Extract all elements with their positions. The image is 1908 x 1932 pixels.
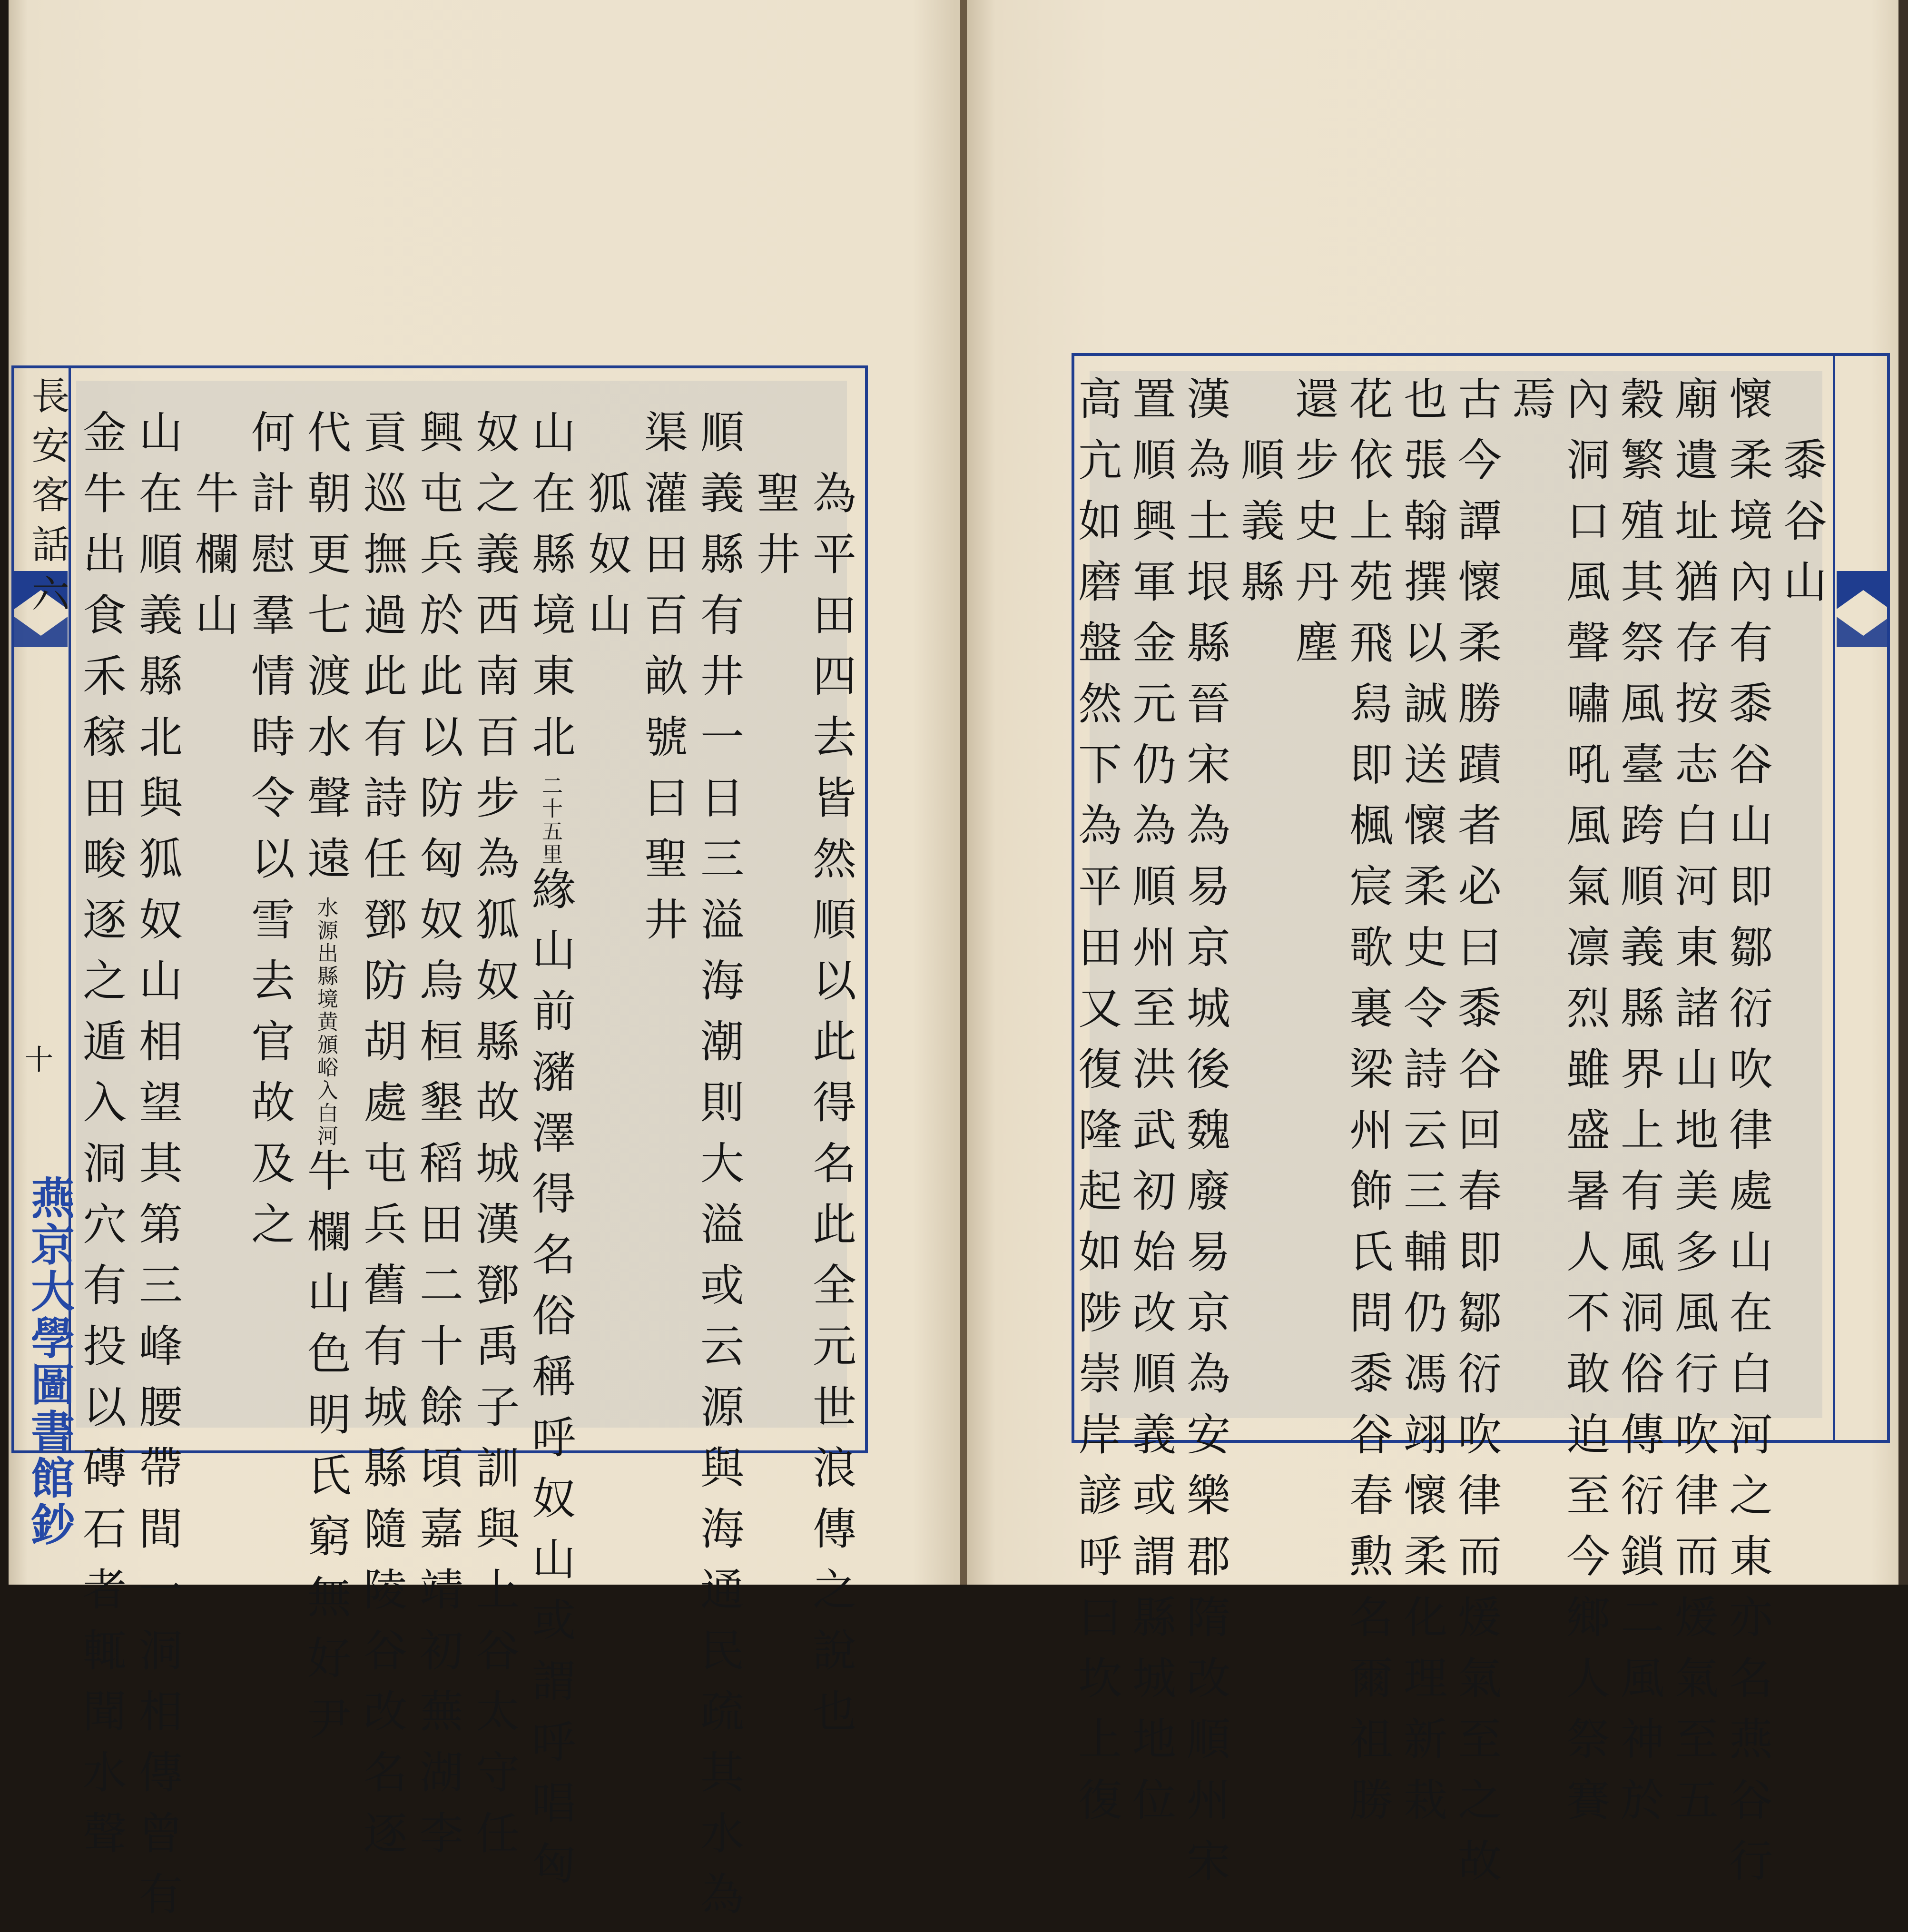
margin-title: 長安客話六 <box>25 376 69 623</box>
column-text: 穀繁殖其祭風臺跨順義縣界上有風洞俗傳衍鎖二風神於 <box>1613 376 1664 1838</box>
column-text: 黍谷山 <box>1776 437 1827 620</box>
column-text: 花依上苑飛舄即楓宸歌裏梁州飾氏問黍谷春勲名爾祖勝 <box>1342 376 1393 1838</box>
column-text: 為平田四去皆然順以此得名此全元世浪傳之說也 <box>806 470 856 1749</box>
right-text-column <box>1342 376 1393 1838</box>
left-text-column <box>525 409 576 1902</box>
column-text: 高亢如磨盤然下為平田又復隆起如陟崇岸諺呼曰坎上復 <box>1071 376 1122 1838</box>
left-text-column <box>637 409 688 957</box>
right-text-column <box>1180 376 1230 1899</box>
left-text-column <box>693 409 744 1932</box>
column-text: 順義縣 <box>1234 437 1285 620</box>
column-text-continued: 牛欄山色明氏窮無好尹 <box>300 1148 351 1757</box>
column-text: 山在順義縣北與狐奴山相望其第三峰腰帶間一洞相傳曾有 <box>132 409 183 1932</box>
column-text: 狐奴山 <box>581 470 632 653</box>
column-text: 渠灌田百畝號曰聖井 <box>637 409 688 957</box>
right-text-column <box>1071 376 1122 1838</box>
library-stamp: 燕京大學圖書館鈔 <box>24 1175 75 1548</box>
left-text-column <box>806 470 856 1749</box>
column-text: 牛欄山 <box>188 470 239 653</box>
column-text: 還步史丹塵 <box>1288 376 1339 680</box>
column-text: 興屯兵於此以防匈奴烏桓墾稻田二十餘頃嘉靖初蕪湖李 <box>413 409 463 1871</box>
right-text-column <box>1668 376 1719 1838</box>
page-edge <box>1898 0 1908 1585</box>
left-text-column <box>356 409 407 1871</box>
column-text: 山在縣境東北 <box>525 409 576 775</box>
book-gutter <box>960 0 967 1585</box>
folio-number: 十 <box>25 1044 53 1077</box>
interlinear-note: 水源出縣境黄頒峪入白河 <box>314 897 338 1148</box>
left-text-column <box>244 409 295 1262</box>
column-text: 也張翰撰以誠送懷柔史令詩云三輔仍馮翊懷柔化理新栽 <box>1397 376 1447 1838</box>
fish-tail-mark-icon <box>1837 571 1890 647</box>
column-text: 廟遺址猶存按志白河東諸山地美多風行吹律而煖氣至五 <box>1668 376 1719 1838</box>
column-text: 懷柔境內有黍谷山即鄒衍吹律處山在白河之東亦名燕谷行 <box>1722 376 1773 1899</box>
column-text: 內洞口風聲嘯吼風氣凛烈雖盛暑人不敢迫至今鄉人祭賽 <box>1559 376 1610 1838</box>
left-text-column <box>76 409 127 1871</box>
right-text-column <box>1125 376 1176 1838</box>
left-text-column <box>188 470 239 653</box>
column-text: 貢巡撫過此有詩任鄧防胡處屯兵舊有城縣隨陵谷改名逐 <box>356 409 407 1871</box>
left-text-column <box>132 409 183 1932</box>
column-text: 順義縣有井一日三溢海潮則大溢或云源與海通民疏其水為 <box>693 409 744 1932</box>
left-text-column <box>469 409 520 1871</box>
left-text-column <box>749 470 800 592</box>
column-text-continued: 緣山前瀦澤得名俗稱呼奴山或謂呼唱匈 <box>525 866 576 1902</box>
column-text: 奴之義西南百步為狐奴縣故城漢鄧禹子訓與上谷太守任 <box>469 409 520 1871</box>
interlinear-note: 二十五里 <box>538 775 562 866</box>
column-text: 金牛出食禾稼田畯逐之遁入洞穴有投以磚石者輒聞水聲 <box>76 409 127 1871</box>
right-text-column <box>1451 376 1502 1899</box>
column-text: 漢為土垠縣晉宋為易京城後魏廢易京為安樂郡隋改順州宋 <box>1180 376 1230 1899</box>
left-text-column <box>581 470 632 653</box>
right-text-column <box>1397 376 1447 1838</box>
right-text-column <box>1722 376 1773 1899</box>
right-text-column <box>1776 437 1827 620</box>
left-text-column <box>413 409 463 1871</box>
column-text: 代朝更七渡水聲遠 <box>300 409 351 897</box>
column-text: 焉 <box>1505 376 1556 437</box>
column-text: 古今譚懷柔勝蹟者必曰黍谷回春即鄒衍吹律而煖氣至之故 <box>1451 376 1502 1899</box>
right-text-column <box>1234 437 1285 620</box>
column-text: 置順興軍金元仍為順州至洪武初始改順義或謂縣城地位 <box>1125 376 1176 1838</box>
right-text-column <box>1559 376 1610 1838</box>
column-text: 聖井 <box>749 470 800 592</box>
right-text-column <box>1288 376 1339 680</box>
left-text-column <box>300 409 351 1757</box>
column-text: 何計慰羣情時令以雪去官故及之 <box>244 409 295 1262</box>
right-text-column <box>1613 376 1664 1838</box>
right-text-column <box>1505 376 1556 437</box>
right-margin-strip <box>1833 353 1892 1443</box>
